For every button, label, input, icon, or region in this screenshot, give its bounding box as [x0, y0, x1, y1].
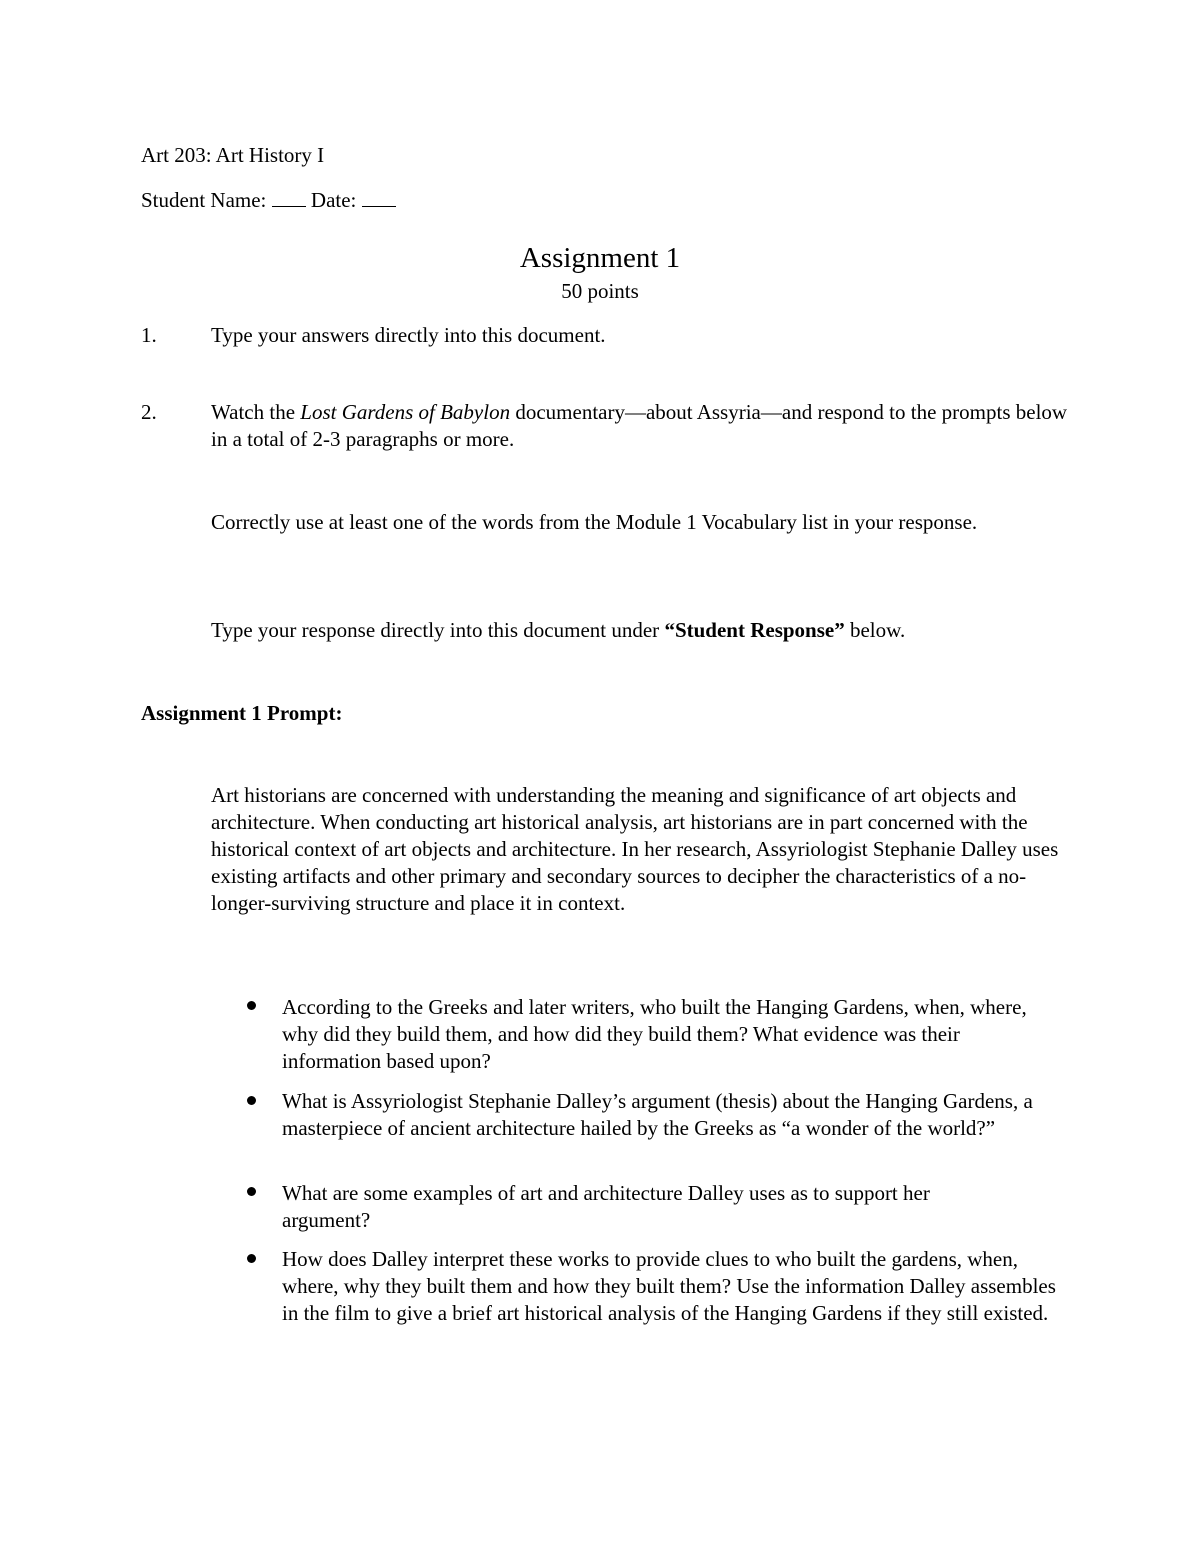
prompt-intro: Art historians are concerned with understanding the meaning and significance of art objects and architecture. When conducting art historical analysis, art historians are in part concerned with the historical context of art objects and architecture. In her research, Assyriologist Stephanie Dalley uses existing artifacts and other primary and secondary sources to decipher the characteristics of a no-longer-surviving structure and place it in context.: [211, 783, 1059, 915]
response-note-before: Type your response directly into this document under: [211, 618, 665, 642]
question-4: How does Dalley interpret these works to provide clues to who built the gardens, when, where, why they built them and how they built them? Use the information Dalley assembles in the film to give a brief art historical analysis of the Hanging Gardens if they still existed.: [282, 1247, 1056, 1325]
bullet-icon: [247, 1096, 256, 1105]
course-title: Art 203: Art History I: [141, 143, 325, 167]
question-2: What is Assyriologist Stephanie Dalley’s argument (thesis) about the Hanging Gardens, a masterpiece of ancient architecture hailed by the Greeks as “a wonder of the world?”: [282, 1089, 1033, 1140]
response-note-after: below.: [844, 618, 906, 642]
instruction-2-before: Watch the: [211, 400, 301, 424]
instruction-2-text: [211, 399, 1071, 453]
assignment-points: 50 points: [561, 279, 639, 303]
bullet-icon: [247, 1187, 256, 1196]
response-note: [211, 617, 1071, 644]
prompt-heading: Assignment 1 Prompt:: [141, 701, 343, 725]
bullet-icon: [247, 1001, 256, 1010]
film-title: Lost Gardens of Babylon: [300, 400, 511, 424]
instruction-2-number: 2.: [141, 400, 157, 424]
student-response-label: “Student Response”: [664, 618, 845, 642]
question-3: What are some examples of art and architecture Dalley uses as to support her argument?: [282, 1181, 930, 1232]
student-name-blank[interactable]: [272, 188, 306, 207]
assignment-title: Assignment 1: [519, 242, 681, 274]
instruction-2-after: documentary—about Assyria—and respond to the prompts below in a total of 2-3 paragraphs or more.: [211, 400, 1068, 451]
vocabulary-note: Correctly use at least one of the words from the Module 1 Vocabulary list in your response.: [211, 510, 978, 534]
student-info-line: [141, 187, 396, 214]
date-label: Date:: [310, 188, 357, 212]
instruction-1-text: Type your answers directly into this document.: [211, 323, 606, 347]
date-blank[interactable]: [362, 188, 396, 207]
question-1: According to the Greeks and later writers, who built the Hanging Gardens, when, where, why did they build them, and how did they build them? What evidence was their information based upon?: [282, 995, 1027, 1073]
student-name-label: Student Name:: [141, 188, 267, 212]
instruction-1-number: 1.: [141, 323, 157, 347]
bullet-icon: [247, 1254, 256, 1263]
